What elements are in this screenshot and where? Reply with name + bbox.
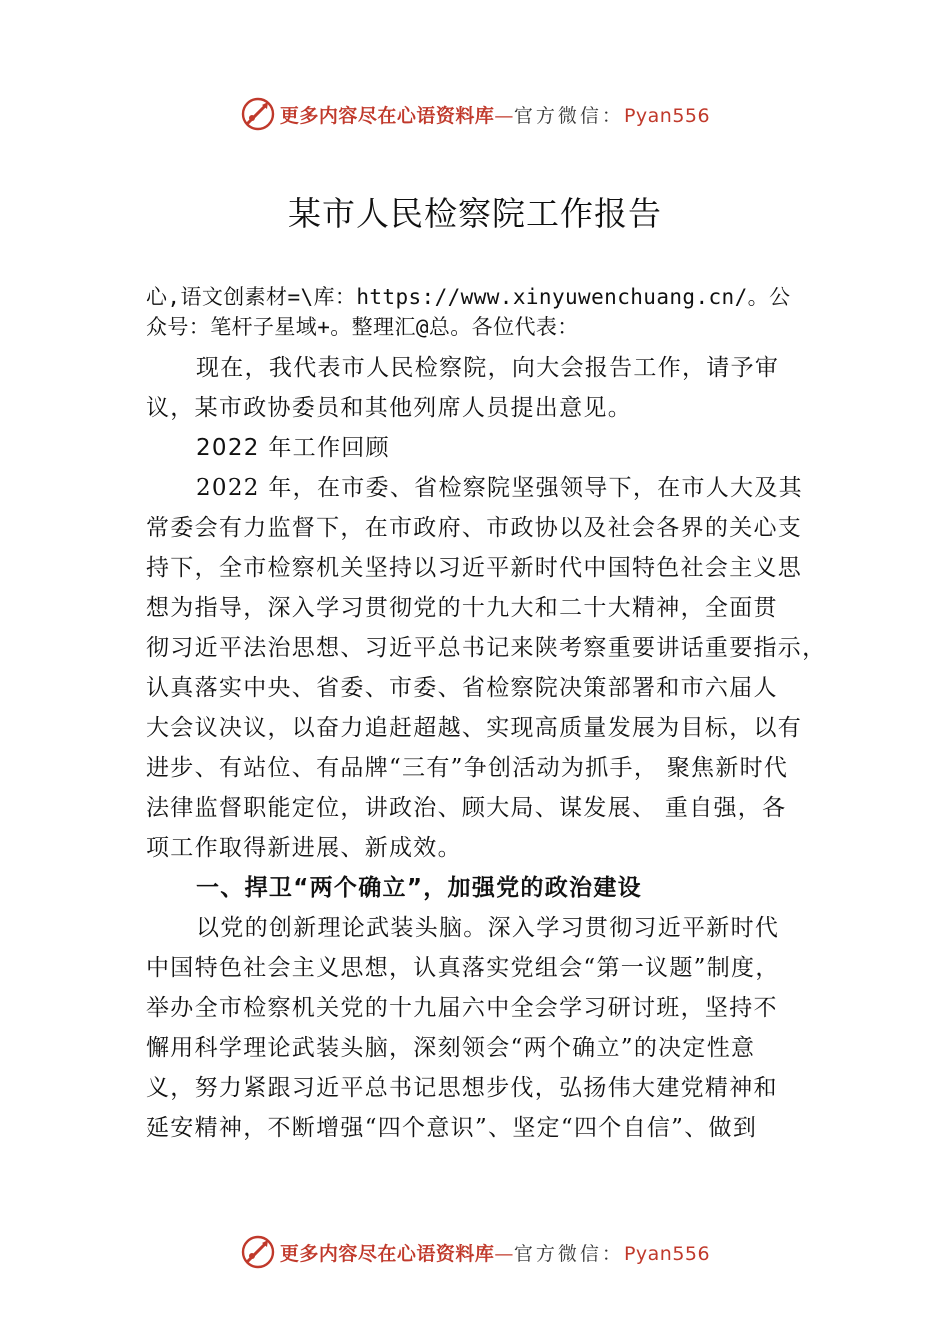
- paragraph-line: 持下，全市检察机关坚持以习近平新时代中国特色社会主义思: [146, 555, 803, 581]
- section-heading: 一、捍卫“两个确立”，加强党的政治建设: [196, 875, 642, 901]
- paragraph-line: 以党的创新理论武装头脑。深入学习贯彻习近平新时代: [196, 915, 780, 941]
- paragraph-line: 懈用科学理论武装头脑，深刻领会“两个确立”的决定性意: [146, 1035, 756, 1061]
- paragraph-line: 议，某市政协委员和其他列席人员提出意见。: [146, 395, 632, 421]
- section-heading: 2022 年工作回顾: [196, 435, 390, 461]
- paragraph-line: 举办全市检察机关党的十九届六中全会学习研讨班，坚持不: [146, 995, 778, 1021]
- logo-icon: [240, 1234, 276, 1270]
- banner-handle: Pyan556: [623, 1242, 711, 1265]
- banner-text: [280, 1239, 710, 1266]
- watermark-banner-top: [0, 92, 950, 136]
- paragraph-line: 彻习近平法治思想、习近平总书记来陕考察重要讲话重要指示，: [146, 635, 827, 661]
- intro-line: 心,语文创素材=\库：https://www.xinyuwenchuang.cn/。公: [146, 285, 791, 309]
- paragraph-line: 中国特色社会主义思想，认真落实党组会“第一议题”制度，: [146, 955, 780, 981]
- banner-main-text: 更多内容尽在心语资料库: [279, 104, 495, 127]
- logo-icon: [240, 96, 276, 132]
- intro-block: [146, 282, 836, 342]
- paragraph-line: 现在，我代表市人民检察院，向大会报告工作，请予审: [196, 355, 780, 381]
- intro-line: 众号：笔杆子星域+。整理汇@总。各位代表：: [146, 315, 579, 339]
- banner-separator: —: [494, 1242, 514, 1265]
- paragraph-line: 常委会有力监督下，在市政府、市政协以及社会各界的关心支: [146, 515, 803, 541]
- paragraph-line: 大会议决议，以奋力追赶超越、实现高质量发展为目标，以有: [146, 715, 803, 741]
- paragraph-line: 延安精神，不断增强“四个意识”、坚定“四个自信”、做到: [146, 1115, 758, 1141]
- paragraph-line: 进步、有站位、有品牌“三有”争创活动为抓手， 聚焦新时代: [146, 755, 789, 781]
- banner-handle: Pyan556: [623, 104, 711, 127]
- paragraph-line: 法律监督职能定位，讲政治、顾大局、谋发展、 重自强，各: [146, 795, 787, 821]
- paragraph-line: 认真落实中央、省委、市委、省检察院决策部署和市六届人: [146, 675, 778, 701]
- banner-label: 官方微信：: [513, 1242, 624, 1265]
- paragraph-line: 项工作取得新进展、新成效。: [146, 835, 462, 861]
- paragraph-line: 义，努力紧跟习近平总书记思想步伐，弘扬伟大建党精神和: [146, 1075, 778, 1101]
- document-body: [146, 348, 836, 1148]
- paragraph-line: 2022 年，在市委、省检察院坚强领导下，在市人大及其: [196, 475, 803, 501]
- document-title: 某市人民检察院工作报告: [288, 194, 662, 233]
- banner-main-text: 更多内容尽在心语资料库: [279, 1242, 495, 1265]
- banner-separator: —: [494, 104, 514, 127]
- banner-text: [280, 101, 710, 128]
- paragraph-line: 想为指导，深入学习贯彻党的十九大和二十大精神，全面贯: [146, 595, 778, 621]
- watermark-banner-bottom: [0, 1230, 950, 1274]
- banner-label: 官方微信：: [513, 104, 624, 127]
